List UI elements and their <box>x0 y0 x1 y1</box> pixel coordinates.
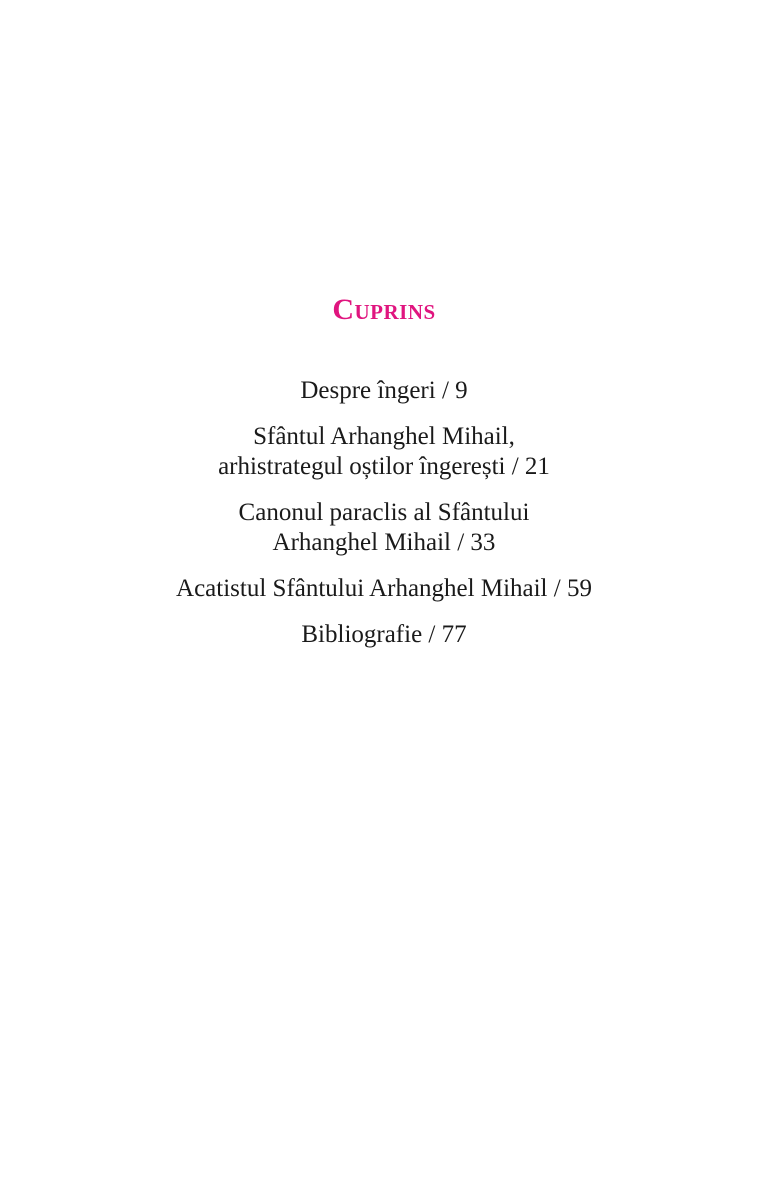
toc-entry-sfantul-arhanghel-mihail[interactable] <box>0 422 768 482</box>
toc-entry-line: Bibliografie / 77 <box>301 621 467 648</box>
toc-entry-line: Despre îngeri / 9 <box>300 377 468 404</box>
toc-entry-acatistul[interactable] <box>0 574 768 604</box>
toc-entry-bibliografie[interactable] <box>0 620 768 650</box>
toc-entry-line: Acatistul Sfântului Arhanghel Mihail / 59 <box>176 575 592 602</box>
toc-entry-canonul-paraclis[interactable] <box>0 498 768 558</box>
toc-entry-line: arhistrategul oștilor îngerești / 21 <box>218 453 550 480</box>
page-title: Cuprins <box>332 293 436 326</box>
toc-entry-line: Canonul paraclis al Sfântului <box>238 499 530 526</box>
toc-entry-line: Arhanghel Mihail / 33 <box>272 529 496 556</box>
toc-entry-despre-ingeri[interactable] <box>0 376 768 406</box>
table-of-contents <box>0 376 768 666</box>
toc-entry-line: Sfântul Arhanghel Mihail, <box>253 423 515 450</box>
